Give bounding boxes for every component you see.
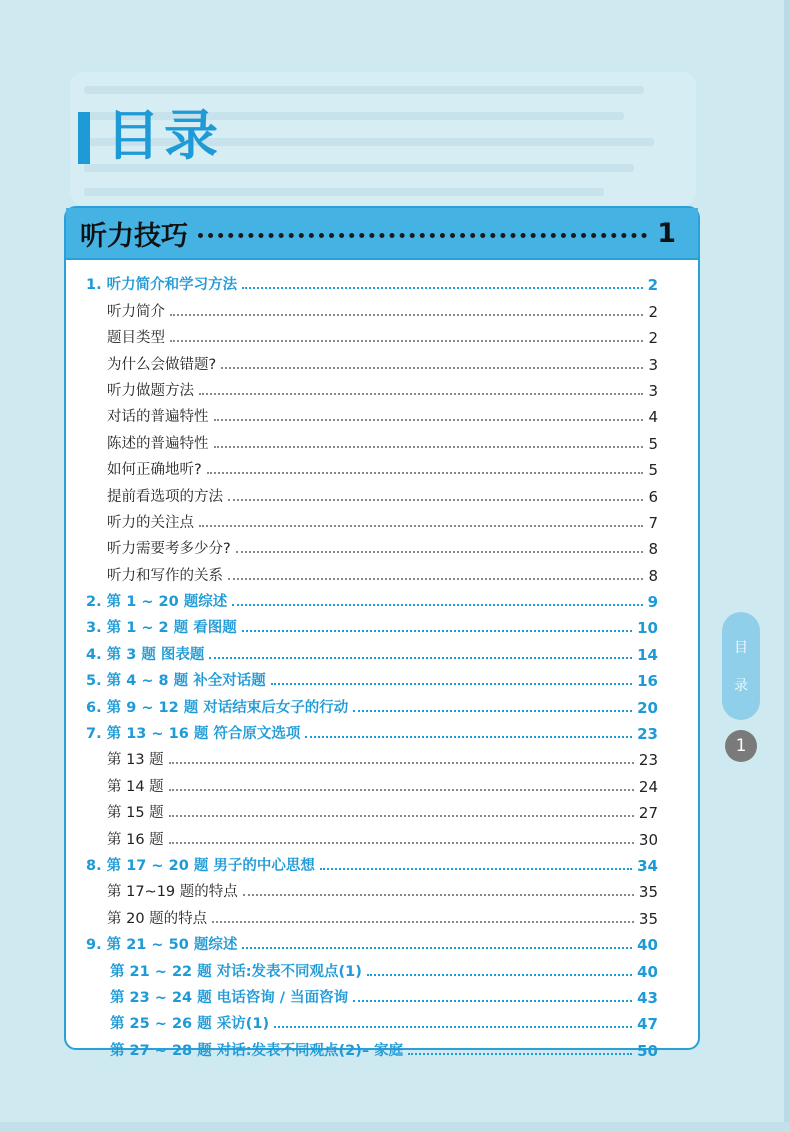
toc-entry-label: 如何正确地听? [107, 462, 202, 479]
toc-entry[interactable] [66, 1033, 698, 1059]
toc-entry-label: 第 15 题 [107, 805, 164, 822]
toc-entry-label: 6. 第 9 ~ 12 题 对话结束后女子的行动 [86, 699, 349, 716]
toc-entry[interactable] [66, 611, 698, 637]
toc-entry-page-number: 2 [648, 302, 658, 321]
toc-entry-label: 陈述的普遍特性 [107, 435, 209, 452]
leader-dots [170, 340, 643, 342]
toc-entry[interactable] [66, 374, 698, 400]
toc-entry[interactable] [66, 690, 698, 716]
toc-entry[interactable] [66, 928, 698, 954]
leader-dots [242, 287, 642, 289]
leader-dots [274, 1026, 632, 1028]
toc-entry[interactable] [66, 717, 698, 743]
leader-dots [232, 604, 642, 606]
toc-entry-label: 第 13 题 [107, 752, 164, 769]
toc-entry-label: 第 14 题 [107, 778, 164, 795]
toc-entry[interactable] [66, 743, 698, 769]
leader-dots [212, 921, 634, 923]
toc-section-header[interactable] [66, 208, 698, 260]
leader-dots [169, 842, 634, 844]
leader-dots [199, 525, 643, 527]
leader-dots [169, 789, 634, 791]
toc-entry-label: 2. 第 1 ~ 20 题综述 [86, 594, 228, 611]
leader-dots [169, 762, 634, 764]
toc-entry-label: 第 25 ~ 26 题 采访(1) [110, 1016, 270, 1033]
section-title: 听力技巧 [80, 220, 188, 252]
toc-entry-page-number: 4 [648, 408, 658, 427]
table-of-contents [64, 206, 700, 1060]
toc-entry-label: 听力简介 [107, 303, 165, 320]
toc-entry[interactable] [66, 1007, 698, 1033]
toc-entry[interactable] [66, 558, 698, 584]
toc-entry-page-number: 7 [648, 513, 658, 532]
toc-entry-label: 第 16 题 [107, 831, 164, 848]
leader-dots [228, 499, 643, 501]
side-index-tab[interactable] [722, 612, 760, 720]
toc-entry-page-number: 43 [637, 988, 658, 1007]
toc-entry-page-number: 5 [648, 461, 658, 480]
page-number-badge: 1 [725, 730, 757, 762]
toc-entry-label: 4. 第 3 题 图表题 [86, 646, 205, 663]
toc-entry-page-number: 5 [648, 434, 658, 453]
leader-dots [207, 472, 644, 474]
toc-entry[interactable] [66, 664, 698, 690]
toc-entry-label: 提前看选项的方法 [107, 488, 223, 505]
toc-entry[interactable] [66, 347, 698, 373]
toc-entry-list [66, 260, 698, 1060]
page-edge [784, 0, 790, 1132]
leader-dots [228, 578, 643, 580]
toc-entry-page-number: 23 [638, 751, 658, 770]
leader-dots [170, 314, 643, 316]
leader-dots [367, 974, 632, 976]
toc-entry[interactable] [66, 479, 698, 505]
toc-entry-page-number: 35 [638, 909, 658, 928]
toc-entry-page-number: 30 [638, 830, 658, 849]
toc-entry-page-number: 27 [638, 804, 658, 823]
leader-dots [320, 868, 632, 870]
toc-entry-page-number: 40 [637, 962, 658, 981]
leader-dots [169, 815, 634, 817]
toc-entry-page-number: 34 [637, 856, 658, 875]
leader-dots [199, 393, 643, 395]
title-accent-bar [78, 112, 90, 164]
toc-entry-page-number: 35 [638, 883, 658, 902]
toc-entry[interactable] [66, 822, 698, 848]
toc-entry-page-number: 9 [647, 593, 658, 612]
toc-entry-label: 8. 第 17 ~ 20 题 男子的中心思想 [86, 857, 315, 874]
side-tab-char: 录 [734, 678, 748, 694]
leader-dots [198, 233, 647, 238]
toc-entry-page-number: 50 [637, 1041, 658, 1060]
leader-dots [214, 446, 644, 448]
toc-entry-label: 为什么会做错题? [107, 356, 217, 373]
toc-entry-label: 听力和写作的关系 [107, 567, 223, 584]
toc-entry-label: 第 27 ~ 28 题 对话:发表不同观点(2)– 家庭 [110, 1042, 404, 1059]
toc-entry-label: 9. 第 21 ~ 50 题综述 [86, 937, 238, 954]
toc-entry-label: 7. 第 13 ~ 16 题 符合原文选项 [86, 726, 301, 743]
toc-entry[interactable] [66, 532, 698, 558]
toc-entry-label: 听力的关注点 [107, 514, 194, 531]
toc-entry-page-number: 2 [648, 329, 658, 348]
toc-entry-label: 1. 听力简介和学习方法 [86, 277, 238, 294]
leader-dots [305, 736, 632, 738]
toc-entry[interactable] [66, 901, 698, 927]
bleed-line [84, 188, 604, 196]
toc-entry[interactable] [66, 849, 698, 875]
leader-dots [209, 657, 632, 659]
toc-entry[interactable] [66, 875, 698, 901]
toc-entry[interactable] [66, 637, 698, 663]
toc-entry[interactable] [66, 585, 698, 611]
leader-dots [242, 947, 632, 949]
leader-dots [243, 894, 634, 896]
page-bottom-edge [0, 1122, 790, 1132]
leader-dots [242, 630, 632, 632]
leader-dots [353, 710, 632, 712]
toc-entry-page-number: 8 [648, 566, 658, 585]
toc-entry-page-number: 10 [637, 619, 658, 638]
toc-entry[interactable] [66, 294, 698, 320]
toc-entry-label: 第 17~19 题的特点 [107, 884, 238, 901]
toc-entry-page-number: 23 [637, 725, 658, 744]
toc-entry-page-number: 6 [648, 487, 658, 506]
leader-dots [214, 419, 644, 421]
toc-entry[interactable] [66, 426, 698, 452]
leader-dots [221, 367, 643, 369]
toc-entry-page-number: 16 [637, 672, 658, 691]
toc-entry-label: 第 21 ~ 22 题 对话:发表不同观点(1) [110, 963, 362, 980]
toc-entry-label: 第 23 ~ 24 题 电话咨询 / 当面咨询 [110, 989, 349, 1006]
toc-entry[interactable] [66, 268, 698, 294]
toc-entry-label: 5. 第 4 ~ 8 题 补全对话题 [86, 673, 266, 690]
side-tab-char: 目 [734, 640, 748, 656]
toc-entry-label: 听力做题方法 [107, 382, 194, 399]
leader-dots [353, 1000, 632, 1002]
leader-dots [271, 683, 632, 685]
toc-entry-page-number: 3 [648, 381, 658, 400]
toc-entry-label: 听力需要考多少分? [107, 541, 231, 558]
toc-entry-label: 第 20 题的特点 [107, 910, 208, 927]
toc-entry-page-number: 14 [637, 645, 658, 664]
toc-entry-label: 对话的普遍特性 [107, 409, 209, 426]
toc-entry-page-number: 24 [638, 777, 658, 796]
page-title: 目录 [106, 104, 222, 167]
leader-dots [408, 1053, 632, 1055]
toc-entry[interactable] [66, 981, 698, 1007]
toc-entry[interactable] [66, 506, 698, 532]
toc-entry[interactable] [66, 453, 698, 479]
toc-entry[interactable] [66, 769, 698, 795]
toc-entry-page-number: 40 [637, 936, 658, 955]
toc-entry-label: 3. 第 1 ~ 2 题 看图题 [86, 620, 237, 637]
toc-entry-page-number: 3 [648, 355, 658, 374]
toc-entry-label: 题目类型 [107, 330, 165, 347]
toc-entry[interactable] [66, 954, 698, 980]
toc-entry[interactable] [66, 796, 698, 822]
section-page-number: 1 [657, 217, 676, 249]
toc-entry-page-number: 20 [637, 698, 658, 717]
bleed-line [84, 86, 644, 94]
leader-dots [236, 551, 644, 553]
toc-entry-page-number: 8 [648, 540, 658, 559]
toc-entry[interactable] [66, 321, 698, 347]
toc-entry[interactable] [66, 400, 698, 426]
toc-entry-page-number: 47 [637, 1015, 658, 1034]
toc-entry-page-number: 2 [647, 276, 658, 295]
